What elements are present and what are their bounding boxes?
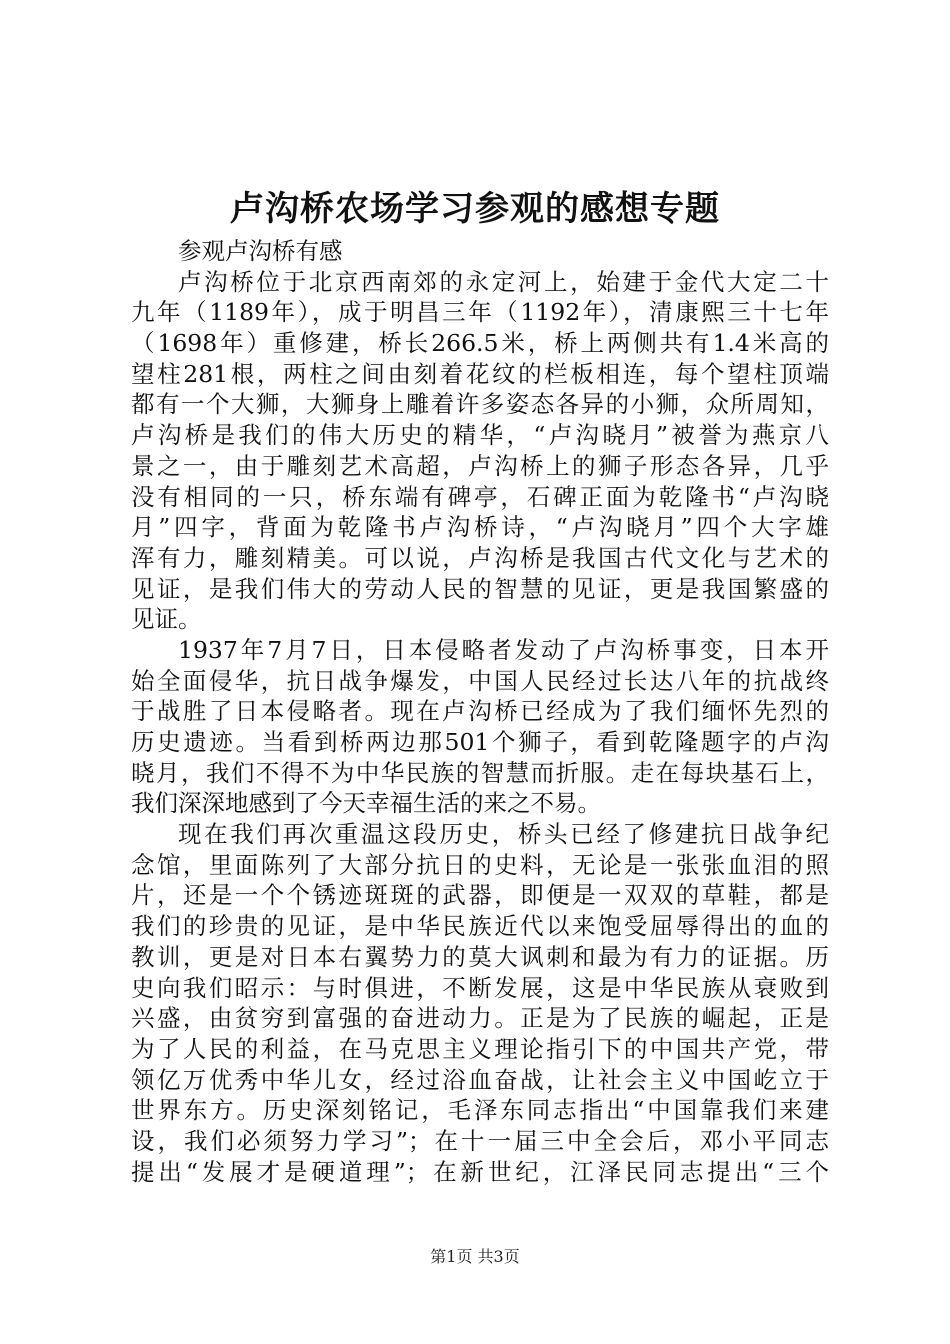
- text-line: 为了人民的利益，在马克思主义理论指引下的中国共产党，带: [131, 1034, 829, 1063]
- text-line: 卢沟桥是我们的伟大历史的精华，“卢沟晓月”被誉为燕京八: [131, 421, 829, 450]
- text-line: 世界东方。历史深刻铭记，毛泽东同志指出“中国靠我们来建: [131, 1096, 829, 1125]
- text-line: （1698年）重修建，桥长266.5米，桥上两侧共有1.4米高的: [131, 329, 829, 358]
- text-line: 片，还是一个个锈迹斑斑的武器，即便是一双双的草鞋，都是: [131, 881, 829, 910]
- text-line: 提出“发展才是硬道理”；在新世纪，江泽民同志提出“三个: [131, 1157, 829, 1186]
- text-line: 九年（1189年），成于明昌三年（1192年），清康熙三十七年: [131, 298, 829, 327]
- text-line: 教训，更是对日本右翼势力的莫大讽刺和最为有力的证据。历: [131, 942, 829, 971]
- page-number: 第1页 共3页: [430, 1247, 520, 1266]
- text-line: 现在我们再次重温这段历史，桥头已经了修建抗日战争纪: [178, 820, 829, 849]
- paragraph-3: [131, 819, 829, 1187]
- text-line: 我们的珍贵的见证，是中华民族近代以来饱受屈辱得出的血的: [131, 912, 829, 941]
- text-line: 景之一，由于雕刻艺术高超，卢沟桥上的狮子形态各异，几乎: [131, 451, 829, 480]
- text-line: 设，我们必须努力学习”；在十一届三中全会后，邓小平同志: [131, 1126, 829, 1155]
- text-line: 1937年7月7日，日本侵略者发动了卢沟桥事变，日本开: [178, 635, 829, 664]
- document-subtitle: 参观卢沟桥有感: [178, 237, 343, 265]
- paragraph-2: [131, 635, 829, 819]
- text-line: 始全面侵华，抗日战争爆发，中国人民经过长达八年的抗战终: [131, 666, 829, 695]
- document-body: [131, 236, 829, 1187]
- text-line: 卢沟桥位于北京西南郊的永定河上，始建于金代大定二十: [178, 267, 829, 296]
- text-line: 领亿万优秀中华儿女，经过浴血奋战，让社会主义中国屹立于: [131, 1065, 829, 1094]
- text-line: 望柱281根，两柱之间由刻着花纹的栏板相连，每个望柱顶端: [131, 359, 829, 388]
- text-line: 都有一个大狮，大狮身上雕着许多姿态各异的小狮，众所周知，: [131, 390, 829, 419]
- text-line: 历史遗迹。当看到桥两边那501个狮子，看到乾隆题字的卢沟: [131, 728, 829, 756]
- paragraph-1: [131, 267, 829, 635]
- document-title: 卢沟桥农场学习参观的感想专题: [230, 189, 720, 229]
- text-line: 见证。: [131, 605, 202, 634]
- text-line: 浑有力，雕刻精美。可以说，卢沟桥是我国古代文化与艺术的: [131, 543, 829, 572]
- text-line: 见证，是我们伟大的劳动人民的智慧的见证，更是我国繁盛的: [131, 574, 829, 603]
- text-line: 我们深深地感到了今天幸福生活的来之不易。: [131, 789, 601, 818]
- text-line: 史向我们昭示：与时俱进，不断发展，这是中华民族从衰败到: [131, 973, 829, 1002]
- text-line: 念馆，里面陈列了大部分抗日的史料，无论是一张张血泪的照: [131, 850, 829, 879]
- text-line: 于战胜了日本侵略者。现在卢沟桥已经成为了我们缅怀先烈的: [131, 697, 829, 726]
- text-line: 兴盛，由贫穷到富强的奋进动力。正是为了民族的崛起，正是: [131, 1004, 829, 1033]
- text-line: 晓月，我们不得不为中华民族的智慧而折服。走在每块基石上，: [131, 758, 829, 787]
- text-line: 月”四字，背面为乾隆书卢沟桥诗，“卢沟晓月”四个大字雄: [131, 513, 829, 542]
- text-line: 没有相同的一只，桥东端有碑亭，石碑正面为乾隆书“卢沟晓: [131, 482, 829, 511]
